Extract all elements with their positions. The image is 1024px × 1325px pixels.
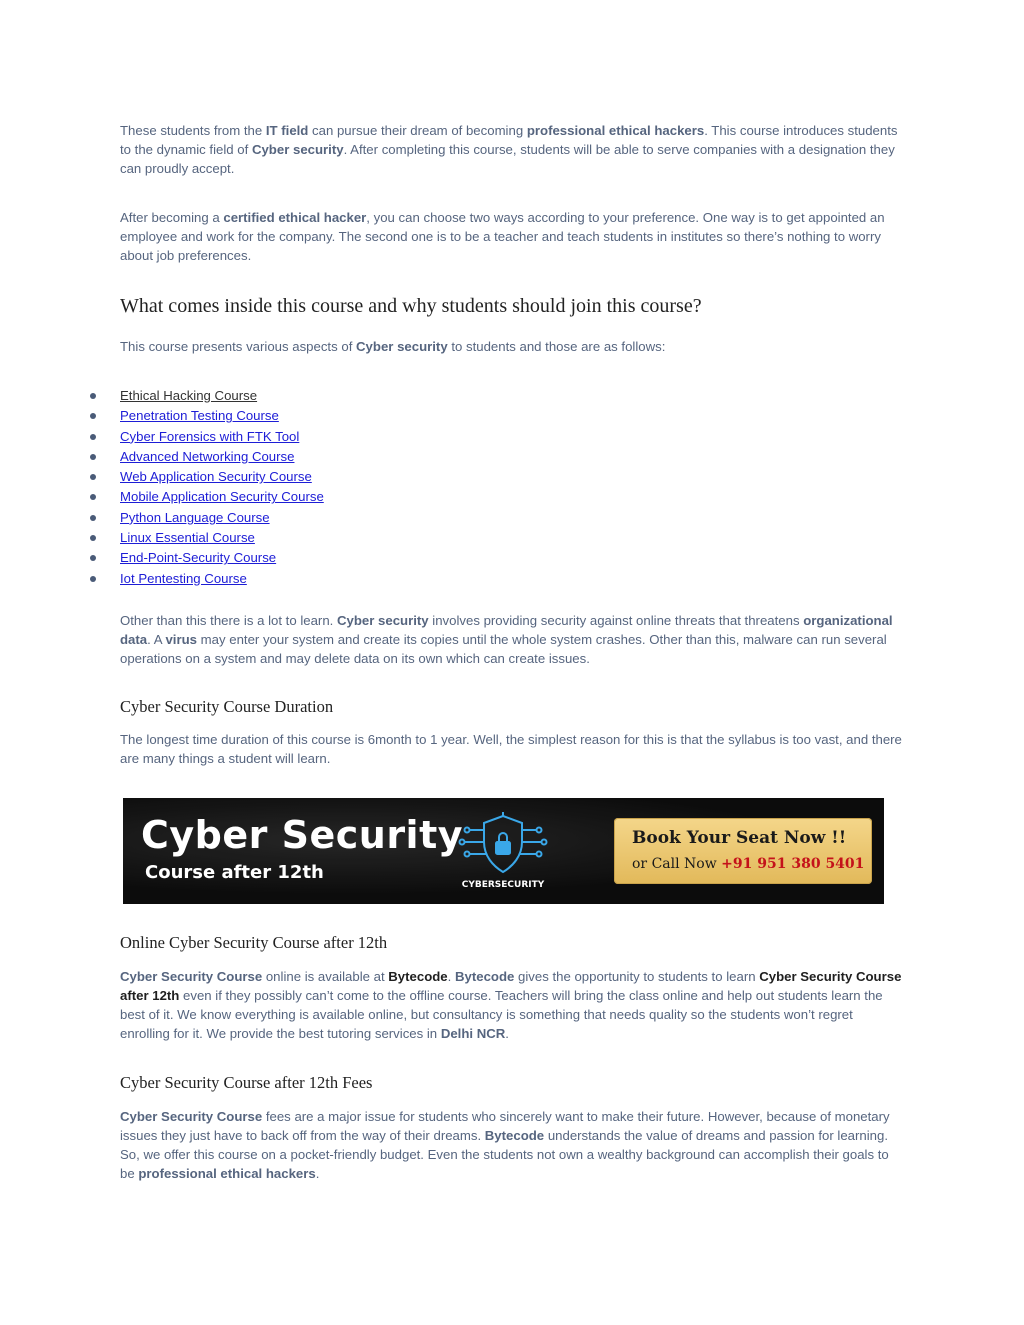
paragraph-fees <box>120 1107 902 1183</box>
heading-course-contents: What comes inside this course and why students should join this course? <box>120 295 702 317</box>
bold-text: Delhi NCR <box>440 1026 506 1041</box>
bold-text: Cyber security <box>356 339 448 354</box>
bold-text: Cyber security <box>336 612 429 628</box>
document-body-lower <box>120 932 902 1183</box>
bold-text: Bytecode <box>484 1128 545 1143</box>
bold-text: professional ethical hackers <box>526 123 705 138</box>
bold-text: IT field <box>265 123 309 138</box>
text: fees are a major issue for students who sincerely want to make their future. However, because of monetary issues they just have to back off from the way of their dreams. <box>120 1109 890 1143</box>
bold-text: Cyber Security Course <box>120 969 263 984</box>
cta-prefix: or Call Now <box>632 856 722 872</box>
course-link[interactable]: Penetration Testing Course <box>120 408 279 424</box>
list-item <box>90 406 872 426</box>
shield-lock-icon <box>458 812 548 880</box>
paragraph-certified <box>120 208 902 265</box>
course-link[interactable]: Python Language Course <box>120 509 270 525</box>
paragraph-aspects <box>120 337 902 356</box>
promo-banner[interactable] <box>123 798 884 904</box>
list-item <box>90 548 872 568</box>
text: . <box>447 969 455 984</box>
book-seat-button[interactable] <box>614 818 872 884</box>
cta-phone: +91 951 380 5401 <box>721 856 865 872</box>
list-item <box>90 386 872 406</box>
course-link[interactable]: Cyber Forensics with FTK Tool <box>120 428 300 444</box>
heading-duration: Cyber Security Course Duration <box>120 696 334 716</box>
text: understands the value of dreams and passion for learning. So, we offer this course on a pocket-friendly budget. Even the students not own a wealthy background can accomplish their goals to be <box>120 1128 889 1181</box>
bullet-icon <box>90 413 96 419</box>
bullet-icon <box>90 494 96 500</box>
document-body <box>120 121 902 768</box>
banner-title: Cyber Security <box>141 813 464 857</box>
bullet-icon <box>90 535 96 541</box>
course-link[interactable]: Mobile Application Security Course <box>120 489 324 505</box>
paragraph-duration: The longest time duration of this course is 6month to 1 year. Well, the simplest reason for this is that the syllabus is too vast, and there are many things a student will learn. <box>120 731 902 766</box>
paragraph-threats <box>120 611 902 668</box>
text: to students and those are as follows: <box>447 339 666 354</box>
paragraph-it-field <box>120 121 902 178</box>
course-link[interactable]: End-Point-Security Course <box>120 550 277 566</box>
text: After becoming a <box>120 210 224 225</box>
banner-subtitle: Course after 12th <box>145 862 324 883</box>
bullet-icon <box>90 393 96 399</box>
bold-text: virus <box>165 631 197 647</box>
bullet-icon <box>90 434 96 440</box>
list-item <box>90 487 872 507</box>
text: involves providing security against online threats that threatens <box>428 612 804 628</box>
list-item <box>90 508 872 528</box>
bold-text: professional ethical hackers <box>138 1166 316 1181</box>
text: gives the opportunity to students to learn <box>514 969 760 984</box>
bold-text: Bytecode <box>454 969 515 984</box>
cta-line2 <box>632 856 864 872</box>
bullet-icon <box>90 576 96 582</box>
course-link[interactable]: Advanced Networking Course <box>120 448 295 464</box>
course-link[interactable]: Ethical Hacking Course <box>120 388 258 403</box>
bullet-icon <box>90 454 96 460</box>
course-list <box>90 386 872 589</box>
text: . <box>505 1026 509 1041</box>
list-item <box>90 569 872 589</box>
text: . After completing this course, students will be able to serve companies with a designation they can proudly accept. <box>120 142 895 176</box>
bullet-icon <box>90 515 96 521</box>
list-item <box>90 427 872 447</box>
text: , you can choose two ways according to your preference. One way is to get appointed an employee and work for the company. The second one is to be a teacher and teach students in institutes so there’s nothing to worry about job preferences. <box>120 210 885 263</box>
bold-text: Cyber security <box>251 142 344 157</box>
course-link[interactable]: Linux Essential Course <box>120 530 255 546</box>
text: online is available at <box>262 969 389 984</box>
bold-text: organizational data <box>120 612 893 647</box>
heading-online: Online Cyber Security Course after 12th <box>120 933 388 952</box>
text: may enter your system and create its copies until the whole system crashes. Other than this, malware can run several operations on a system and may delete data on its own which can create issues. <box>120 631 887 666</box>
text: . <box>315 1166 320 1181</box>
bold-text: Bytecode <box>388 969 448 984</box>
bold-text: Cyber Security Course <box>120 1109 263 1124</box>
bullet-icon <box>90 555 96 561</box>
heading-fees: Cyber Security Course after 12th Fees <box>120 1073 373 1092</box>
text: can pursue their dream of becoming <box>308 123 527 138</box>
text: These students from the <box>120 123 266 138</box>
bullet-icon <box>90 474 96 480</box>
text: even if they possibly can’t come to the offline course. Teachers will bring the class online and help out students learn the best of it. We know everything is available online, but consultancy is something that needs quality so the students won’t regret enrolling for it. We provide the best tutoring services in <box>120 988 883 1041</box>
text: Other than this there is a lot to learn. <box>120 612 337 628</box>
text: . A <box>147 631 166 647</box>
banner-brand: CYBERSECURITY <box>461 880 545 890</box>
bold-text: certified ethical hacker <box>223 210 367 225</box>
list-item <box>90 447 872 467</box>
course-link[interactable]: Web Application Security Course <box>120 469 312 485</box>
list-item <box>90 467 872 487</box>
paragraph-online <box>120 967 902 1043</box>
text: This course presents various aspects of <box>120 339 357 354</box>
cta-line1: Book Your Seat Now !! <box>632 828 847 848</box>
bold-text: Cyber Security Course after 12th <box>120 969 902 1003</box>
list-item <box>90 528 872 548</box>
text: . This course introduces students to the dynamic field of <box>120 123 898 157</box>
course-link[interactable]: Iot Pentesting Course <box>120 570 247 586</box>
